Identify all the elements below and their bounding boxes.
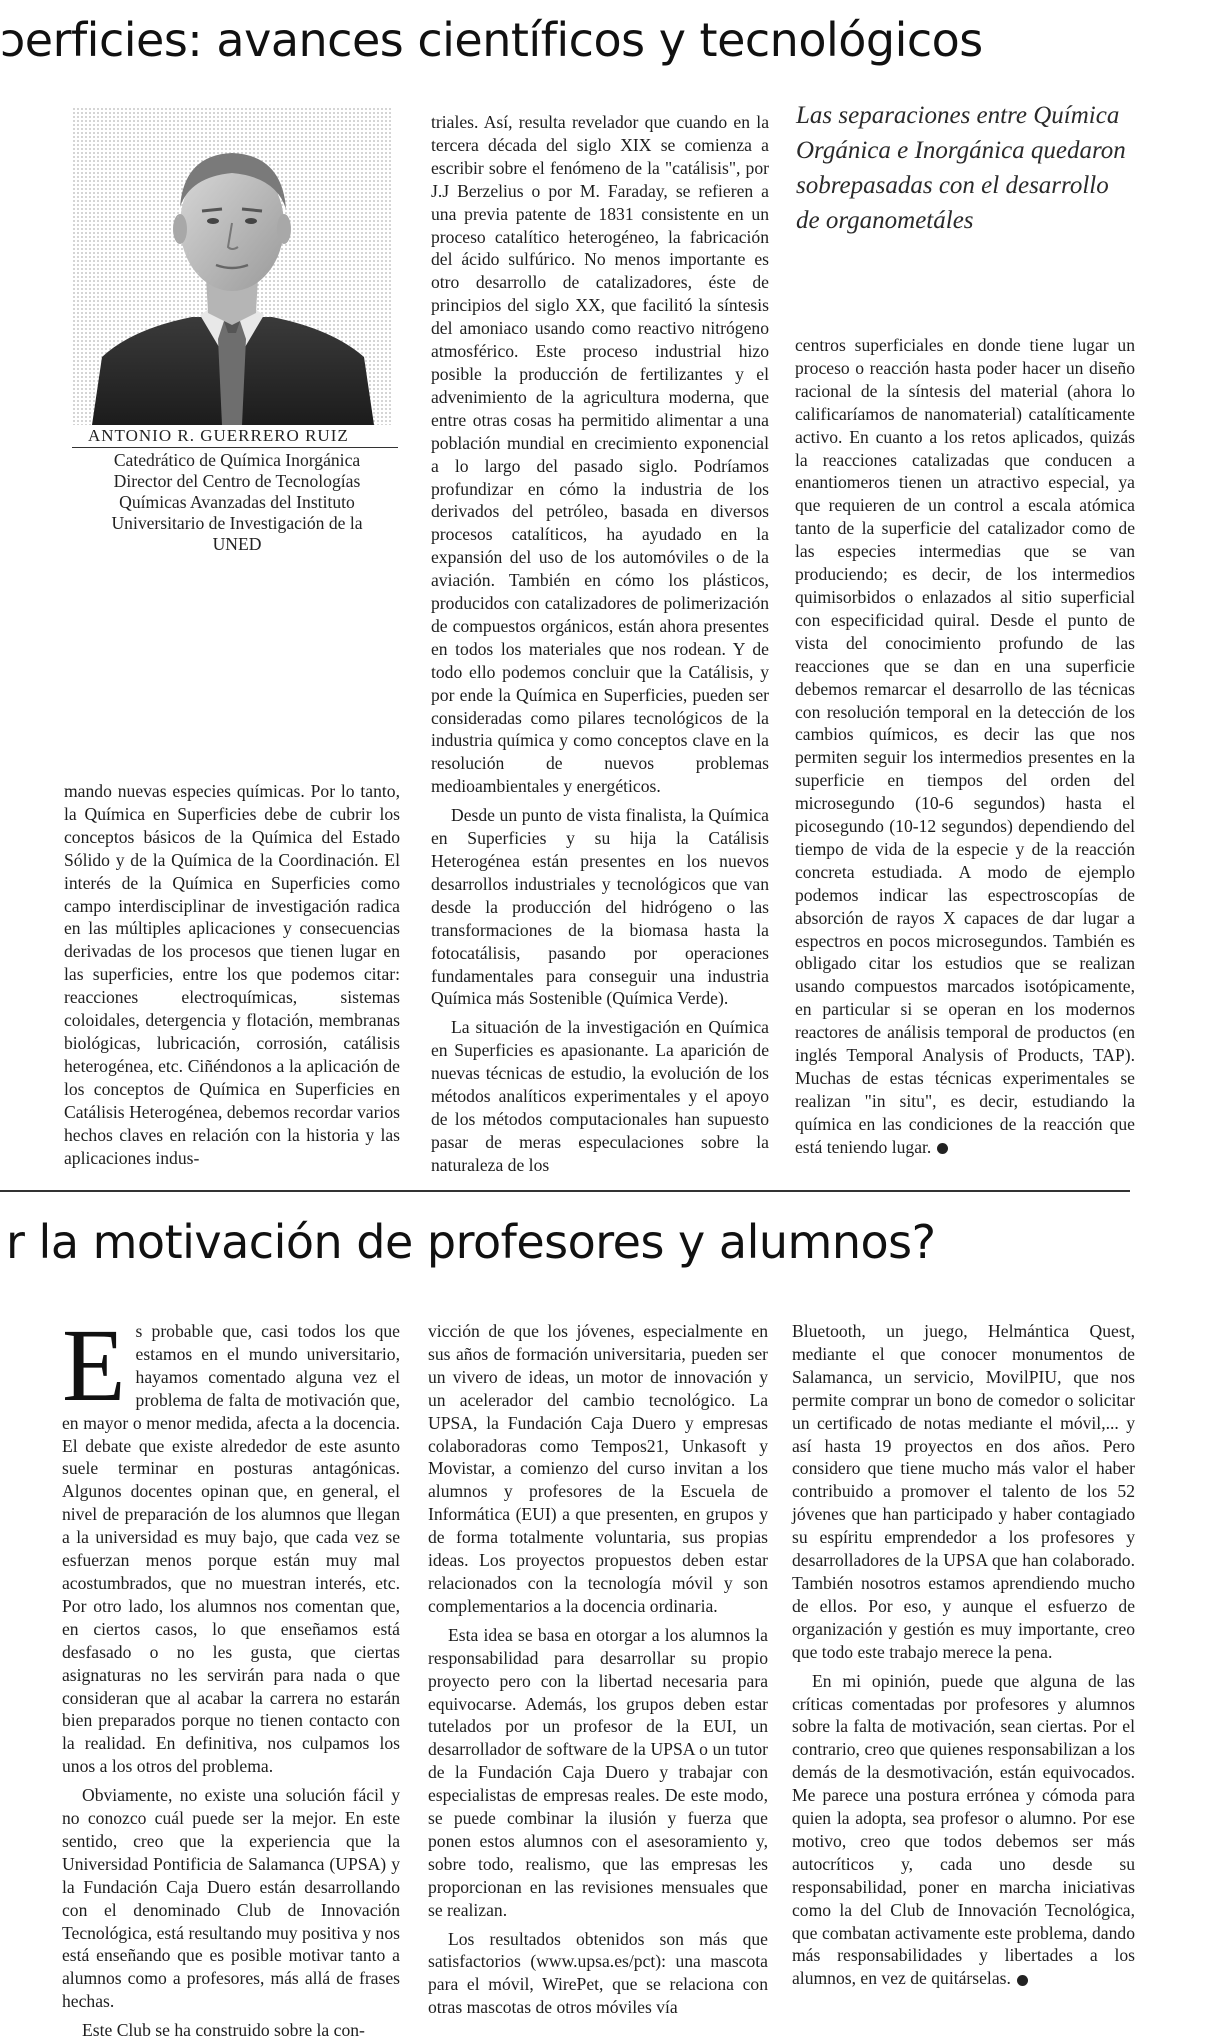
article-separator-rule	[0, 1190, 1130, 1192]
article2-col3-paragraph-1: Bluetooth, un juego, Helmántica Quest, mediante el que conocer monumentos de Salamanca, un servicio, MovilPIU, que nos permite comprar un bono de comedor o solicitar un certificado de notas mediante el móvil,... y así hasta 19 proyectos en dos años. Pero considero que tiene mucho más valor el haber contribuido a promover el talento de los 52 jóvenes que han participado y haber contagiado su espíritu emprendedor a los profesores y desarrolladores de la UPSA que han colaborado. También nosotros estamos aprendiendo mucho de ellos. Por eso, y aunque el esfuerzo de organización y gestión es muy importante, creo que todo este trabajo merece la pena.	[792, 1321, 1135, 1662]
article2-col3-text-2: En mi opinión, puede que alguna de las críticas comentadas por profesores y alumnos sobre la falta de motivación, sean ciertas. Por el contrario, creo que quienes responsabilizan a los demás de la desmotivación, están equivocados. Me parece una postura errónea y cómoda para quien la adopta, sea profesor o alumno. Por ese motivo, creo que todos debemos ser más autocríticos y, cada uno desde su responsabilidad, poner en marcha iniciativas como la del Club de Innovación Tecnológica, que combatan activamente este problema, dando más responsabilidades y libertades a los alumnos, en vez de quitárselas.	[792, 1670, 1135, 1989]
article2-column-1	[62, 1308, 400, 2037]
author-role-line-1: Catedrático de Química Inorgánica	[113, 450, 361, 470]
article1-column-3	[795, 334, 1135, 1159]
article2-column-3	[792, 1320, 1135, 1990]
author-name: ANTONIO R. GUERRERO RUIZ	[88, 426, 349, 445]
drop-cap: E	[62, 1308, 126, 1423]
article1-col2-paragraph-2: Desde un punto de vista finalista, la Química en Superficies y su hija la Catálisis Heterogénea están presentes en los nuevos desarrollos industriales y tecnológicos que van desde la producción del hidrógeno o las transformaciones de la biomasa hasta la fotocatálisis, pasando por operaciones fundamentales para conseguir una industria Química más Sostenible (Química Verde).	[431, 805, 769, 1009]
article2-col2-paragraph-3: Los resultados obtenidos son más que satisfactorios (www.upsa.es/pct): una mascota para el móvil, WirePet, que se relaciona con otras mascotas de otros móviles vía	[428, 1928, 768, 2018]
author-name-rule	[72, 447, 398, 448]
author-role-line-3: Químicas Avanzadas del Instituto	[119, 492, 355, 512]
author-role-line-5: UNED	[212, 534, 262, 554]
article1-column-1	[64, 780, 400, 1169]
article2-headline: r la motivación de profesores y alumnos?	[6, 1215, 936, 1269]
author-portrait-image	[72, 107, 392, 425]
author-photo	[72, 107, 392, 425]
article2-col1-paragraph-2: Obviamente, no existe una solución fácil y no conozco cuál puede ser la mejor. En este sentido, creo que la experiencia que la Universidad Pontificia de Salamanca (UPSA) y la Fundación Caja Duero están desarrollando con el denominado Club de Innovación Tecnológica, está resultando muy positiva y nos está enseñando que es posible motivar tanto a alumnos como a profesores, más allá de frases hechas.	[62, 1785, 400, 2012]
article2-col1-paragraph-3: Este Club se ha construido sobre la con-	[82, 2020, 365, 2037]
author-role-line-2: Director del Centro de Tecnologías	[113, 471, 361, 491]
article2-column-2	[428, 1320, 768, 2019]
end-of-article-mark	[937, 1143, 948, 1154]
author-role	[78, 450, 396, 555]
article2-col1-text-1: s probable que, casi todos los que estamos en el mundo universitario, hayamos comentado alguna vez el problema de falta de motivación que, en mayor o menor medida, afecta a la docencia. El debate que existe alrededor de este asunto suele terminar en posturas antagónicas. Algunos docentes opinan que, en general, el nivel de preparación de los alumnos que llegan a la universidad es muy bajo, que cada vez se esfuerzan menos porque están muy mal acostumbrados, que no muestran interés, etc. Por otro lado, los alumnos nos comentan que, en ciertos casos, lo que enseñamos está desfasado o no les gusta, que ciertas asignaturas no les servirán para nada o que consideran que al acabar la carrera no estarán bien preparados porque no tienen contacto con la realidad. En definitiva, nos culpamos los unos a los otros del problema.	[62, 1321, 400, 1777]
article2-col2-paragraph-1: vicción de que los jóvenes, especialmente en sus años de formación universitaria, pueden ser un vivero de ideas, un motor de innovación y un acelerador del cambio tecnológico. La UPSA, la Fundación Caja Duero y empresas colaboradoras como Tempos21, Unkasoft y Movistar, a comienzo del curso invitan a los alumnos y profesores de la Escuela de Informática (EUI) a que presenten, en grupos y de forma totalmente voluntaria, sus propias ideas. Los proyectos propuestos deben estar relacionados con la tecnología móvil y son complementarios a la docencia ordinaria.	[428, 1321, 768, 1616]
article2-col3-paragraph-2	[792, 1670, 1135, 1991]
article2-col1-paragraph-1	[62, 1308, 400, 1778]
end-of-article-mark	[1017, 1975, 1028, 1986]
article1-headline: ɔerficies: avances científicos y tecnológicos	[0, 13, 983, 67]
article1-col2-paragraph-1: triales. Así, resulta revelador que cuando en la tercera década del siglo XIX se comienza a escribir sobre el fenómeno de la "catálisis", por J.J Berzelius o por M. Faraday, se refieren a una previa patente de 1831 consistente en un proceso catalítico heterogéneo, la fabricación del ácido sulfúrico. No menos importante es otro desarrollo de catalizadores, éste de principios del siglo XX, que facilitó la síntesis del amoniaco usando como reactivo nitrógeno atmosférico. Este proceso industrial hizo posible la producción de fertilizantes y el advenimiento de la agricultura moderna, que entre otras cosas ha permitido alimentar a una población mundial en crecimiento exponencial a lo largo del pasado siglo. Podríamos profundizar en cómo la industria de los derivados del petróleo, basada en diversos procesos catalíticos, ha ayudado en la expansión del uso de los automóviles o de la aviación. También en cómo los plásticos, producidos con catalizadores de polimerización de compuestos orgánicos, están ahora presentes en todos los materiales que nos rodean. Y de todo ello podemos concluir que la Catálisis, y por ende la Química en Superficies, pueden ser consideradas como pilares tecnológicos de la industria química y como conceptos clave en la resolución de nuevos problemas medioambientales y energéticos.	[431, 112, 769, 797]
author-role-line-4: Universitario de Investigación de la	[111, 513, 363, 533]
article1-col2-paragraph-3: La situación de la investigación en Química en Superficies es apasionante. La aparición de nuevas técnicas de estudio, la evolución de los métodos analíticos experimentales y el apoyo de los métodos computacionales han supuesto pasar de meras especulaciones sobre la naturaleza de los	[431, 1017, 769, 1175]
pull-quote: Las separaciones entre Química Orgánica e Inorgánica quedaron sobrepasadas con el desarrollo de organometáles	[796, 102, 1126, 234]
article1-col1-paragraph-1: mando nuevas especies químicas. Por lo tanto, la Química en Superficies debe de cubrir los conceptos básicos de la Química del Estado Sólido y de la Química de la Coordinación. El interés de la Química en Superficies como campo interdisciplinar de investigación radica en las múltiples aplicaciones y consecuencias derivadas de los procesos que tienen lugar en las superficies, entre los que podemos citar: reacciones electroquímicas, sistemas coloidales, detergencia y flotación, membranas biológicas, lubricación, corrosión, catálisis heterogénea, etc. Ciñéndonos a la aplicación de los conceptos de Química en Superficies en Catálisis Heterogénea, debemos recordar varios hechos claves en relación con la historia y las aplicaciones indus-	[64, 781, 400, 1168]
article1-col3-paragraph-1	[795, 334, 1135, 1159]
article1-col3-text: centros superficiales en donde tiene lugar un proceso o reacción hasta poder hacer un diseño racional de la síntesis del material (ahora lo calificaríamos de nanomaterial) catalíticamente activo. En cuanto a los retos aplicados, quizás la reacciones catalizadas que conducen a enantiomeros tienen un atractivo especial, ya que requieren de un control a escala atómica tanto de la superficie del catalizador como de las especies intermedias que se van produciendo; es decir, de los intermedios quimisorbidos o enlazados al sitio superficial con especificidad quiral. Desde el punto de vista del conocimiento profundo de las reacciones que se dan en una superficie debemos remarcar el desarrollo de las técnicas con resolución temporal en la detección de los cambios químicos, es decir las que nos permiten seguir los intermedios presentes en la superficie en tiempos del orden del microsegundo (10-6 segundos) hasta el picosegundo (10-12 segundos) dependiendo del tiempo de vida de la especie y de la reacción concreta estudiada. A modo de ejemplo podemos indicar las espectroscopías de absorción de rayos X capaces de dar lugar a espectros en pocos microsegundos. También es obligado citar los estudios que se realizan usando compuestos marcados isotópicamente, en particular si se operan en los modernos reactores de análisis temporal de productos (en inglés Temporal Analysis of Products, TAP). Muchas de estas técnicas experimentales se realizan "in situ", es decir, estudiando la química en las condiciones de la reacción que está teniendo lugar.	[795, 335, 1135, 1157]
article2-col2-paragraph-2: Esta idea se basa en otorgar a los alumnos la responsabilidad para desarrollar su propio proyecto pero con la libertad necesaria para equivocarse. Además, los grupos deben estar tutelados por un profesor de la EUI, un desarrollador de software de la UPSA o un tutor de la Fundación Caja Duero y trabajar con especialistas de empresas reales. De este modo, se puede combinar la ilusión y fuerza que ponen estos alumnos con el asesoramiento y, sobre todo, realismo, que las empresas les proporcionan en las revisiones mensuales que se realizan.	[428, 1624, 768, 1920]
article1-column-2	[431, 111, 769, 1177]
